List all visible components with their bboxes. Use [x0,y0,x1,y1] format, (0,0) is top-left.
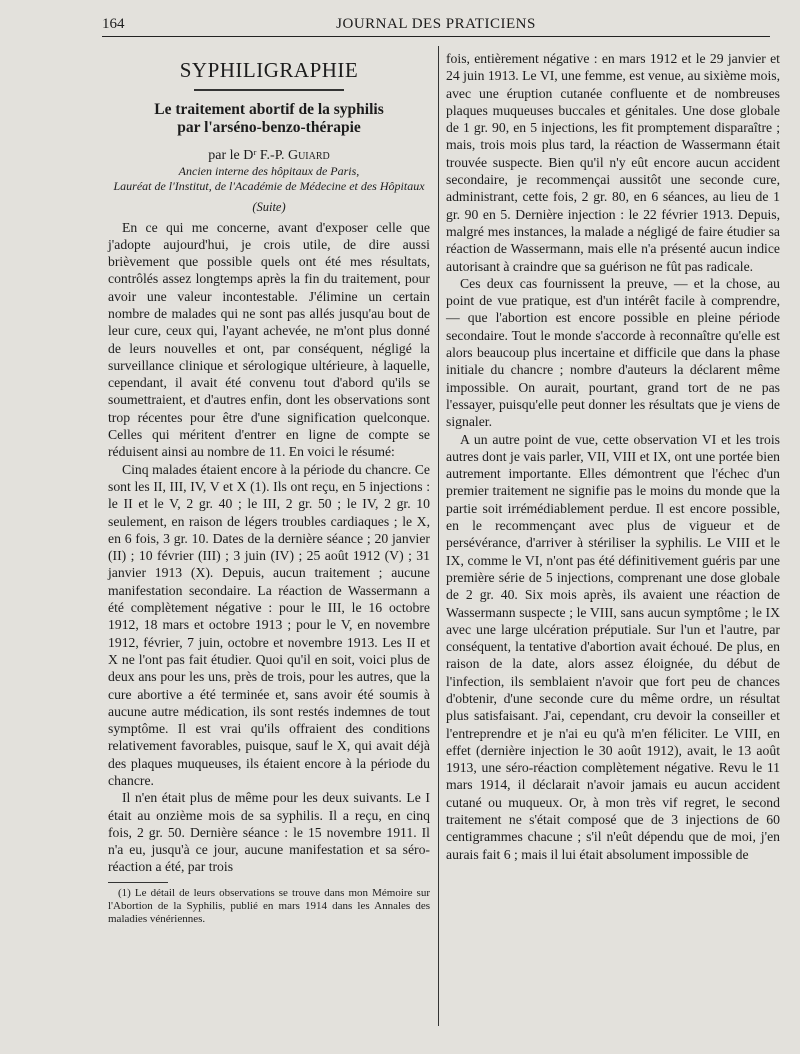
paragraph: En ce qui me concerne, avant d'exposer celle que j'adopte aujourd'hui, je crois utile, de dire aussi brièvement que possible quels ont été mes résultats, contrôlés assez longtemps après la fin du traitement, pour avoir une valeur incontestable. J'élimine un certain nombre de malades qui ne sont pas allés jusqu'au bout de leur cure, ceux qui, l'ayant achevée, ne m'ont plus donné de leurs nouvelles et ont, par conséquent, négligé la surveillance clinique et sérologique ultérieure, à laquelle, cependant, il avait été convenu tout d'abord qu'ils se soumettraient, et d'autres enfin, dont les observations sont trop récentes pour être d'une signification quelconque. Celles qui méritent d'entrer en ligne de compte se réduisent ainsi au nombre de 11. En voici le résumé: [108,219,430,460]
author-name: Guiard [287,147,330,163]
affiliation-line-2: Lauréat de l'Institut, de l'Académie de Médecine et des Hôpitaux [113,178,425,193]
byline-prefix: par le Dʳ F.-P. [208,147,288,163]
journal-title: JOURNAL DES PRATICIENS [336,16,536,32]
section-heading: SYPHILIGRAPHIE [179,58,359,82]
paragraph: Il n'en était plus de même pour les deux suivants. Le I était au onzième mois de sa syphilis. Il a reçu, en cinq fois, 2 gr. 50. Dernière séance : le 15 novembre 1911. Il n'a eu, jusqu'à ce jour, aucune manifestation et sa séro-réaction a été, par trois [108,790,430,875]
running-header [102,14,770,37]
paragraph: Ces deux cas fournissent la preuve, — et la chose, au point de vue pratique, est d'un intérêt facile à comprendre, — que l'abortion est encore possible en pleine période secondaire. Tout le monde s'accorde à reconnaître qu'elle est alors beaucoup plus incertaine et difficile que dans la phase initiale du chancre ; nombre d'auteurs la déclarent même impossible. On aurait, pourtant, grand tort de ne pas l'essayer, puisqu'elle peut donner les résultats que je viens de signaler. [446,275,780,430]
article-title-line-2: par l'arséno-benzo-thérapie [177,118,361,136]
footnote: (1) Le détail de leurs observations se trouve dans mon Mémoire sur l'Abortion de la Syphilis, publié en mars 1914 dans les Annales des maladies vénériennes. [108,886,430,925]
right-column [446,50,780,863]
left-column [108,50,430,926]
paragraph: fois, entièrement négative : en mars 1912 et le 29 janvier et 24 juin 1913. Le VI, une femme, est venue, au sixième mois, avec une éruption cutanée confluente et de nombreuses plaques muqueuses buccales et génitales. Une dose globale de 1 gr. 90, en 5 injections, les fit promptement disparaître ; mais, trois mois plus tard, la réaction de Wassermann était trouvée suspecte. Bien qu'il n'y eût encore aucun accident secondaire, je recommençai aussitôt une seconde cure, administrant, cette fois, 2 gr. 80, en 6 séances, au lieu de 1 gr. 90 en 5. Dernière injection : le 22 février 1913. Depuis, malgré mes instances, la malade a négligé de faire étudier sa réaction de Wassermann, mais elle n'a présenté aucun indice autorisant à craindre que sa guérison ne fût pas radicale. [446,51,780,274]
title-rule [194,89,344,91]
page-number: 164 [102,16,125,32]
paragraph: A un autre point de vue, cette observation VI et les trois autres dont je vais parler, VII, VIII et IX, ont une portée bien autrement importante. Elles démontrent que l'échec d'un premier traitement ne signifie pas le moins du monde que la partie soit irrémédiablement perdue. Il est encore possible, en le recommençant avec plus de vigueur et de persévérance, d'arriver à stériliser la syphilis. Le VIII et le IX, comme le VI, n'ont pas été définitivement guéris par une première série de 5 injections, comprenant une dose globale de 2 gr. 40. Six mois après, ils avaient une réaction de Wassermann suspecte ; le VIII, sans aucun symptôme ; le IX avec une large ulcération préputiale. Sur l'un et l'autre, par conséquent, la tentative d'abortion avait échoué. De plus, en raison de la date, alors assez éloignée, du début de l'infection, ils semblaient n'avoir que fort peu de chances d'obtenir, d'une seconde cure du même ordre, un résultat plus satisfaisant. J'ai, cependant, cru devoir la conseiller et l'entreprendre et je n'ai eu qu'à m'en féliciter. Le VIII, en effet (dernière injection le 30 août 1912), avait, le 13 août 1913, une séro-réaction complètement négative. Revu le 11 mars 1914, il déclarait n'avoir jamais eu aucun accident cutané ou muqueux. Or, à mon très vif regret, le second traitement ne s'était composé que de 3 injections de 60 centigrammes chacune ; s'il n'eût dépendu que de moi, j'en aurais fait 6 ; mais il lui était absolument impossible de [446,431,780,862]
article-title-line-1: Le traitement abortif de la syphilis [154,100,384,118]
byline [108,147,430,164]
column-divider [438,46,439,1026]
footnote-rule [108,882,168,883]
paragraph: Cinq malades étaient encore à la période du chancre. Ce sont les II, III, IV, V et X (1). Ils ont reçu, en 5 injections : le II et le V, 2 gr. 40 ; le III, 2 gr. 50 ; le IV, 2 gr. 10 seulement, en raison de légers troubles cardiaques ; le X, en 6 fois, 3 gr. 10. Dates de la dernière séance ; 20 janvier (II) ; 10 février (III) ; 3 juin (IV) ; 25 août 1912 (V) ; 31 janvier 1913 (X). Depuis, aucun traitement ; aucune manifestation secondaire. La réaction de Wassermann a été complètement négative : pour le III, le 16 octobre 1912, 18 mars et octobre 1913 ; pour le V, en novembre 1912, février, 7 juin, octobre et novembre 1913. Les II et X ne l'ont pas fait étudier. Quoi qu'il en soit, voici plus de deux ans pour les uns, près de trois, pour les autres, que la cure abortive a été terminée et, sans avoir été soumis à aucune autre médication, ils sont restés indemnes de tout symptôme. Il est vrai qu'ils offraient des conditions relativement favorables, puisque, sauf le X, qui avait déjà des plaques muqueuses, ils étaient encore à la période du chancre. [108,461,430,788]
affiliation-line-1: Ancien interne des hôpitaux de Paris, [178,163,360,178]
continuation-note: (Suite) [252,199,286,214]
